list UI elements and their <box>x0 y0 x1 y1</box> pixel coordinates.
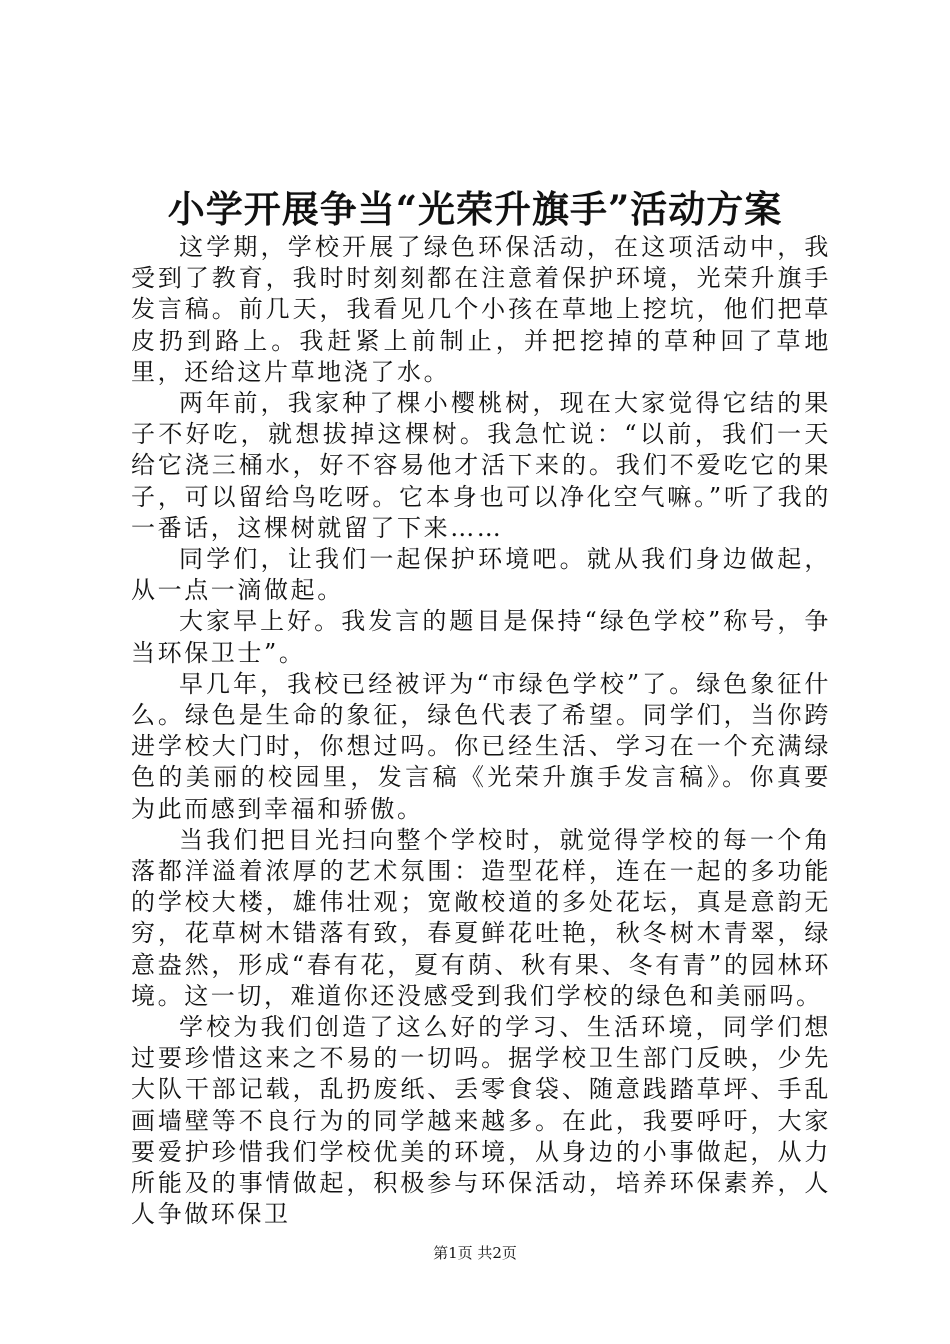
paragraph: 当我们把目光扫向整个学校时，就觉得学校的每一个角落都洋溢着浓厚的艺术氛围：造型花样，连在一起的多功能的学校大楼，雄伟壮观；宽敞校道的多处花坛，真是意韵无穷，花草树木错落有致，春夏鲜花吐艳，秋冬树木青翠，绿意盎然，形成“春有花，夏有荫、秋有果、冬有青”的园林环境。这一切，难道你还没感受到我们学校的绿色和美丽吗。 <box>131 825 831 1010</box>
page-number-footer: 第1页 共2页 <box>433 1244 517 1262</box>
paragraph: 大家早上好。我发言的题目是保持“绿色学校”称号，争当环保卫士”。 <box>131 607 831 667</box>
paragraph: 两年前，我家种了棵小樱桃树，现在大家觉得它结的果子不好吃，就想拔掉这棵树。我急忙说：“以前，我们一天给它浇三桶水，好不容易他才活下来的。我们不爱吃它的果子，可以留给鸟吃呀。它本身也可以净化空气嘛。”听了我的一番话，这棵树就留了下来…… <box>131 389 831 542</box>
document-title: 小学开展争当“光荣升旗手”活动方案 <box>167 187 783 231</box>
paragraph: 早几年，我校已经被评为“市绿色学校”了。绿色象征什么。绿色是生命的象征，绿色代表了希望。同学们，当你跨进学校大门时，你想过吗。你已经生活、学习在一个充满绿色的美丽的校园里，发言稿《光荣升旗手发言稿》。你真要为此而感到幸福和骄傲。 <box>131 669 831 823</box>
paragraph: 这学期，学校开展了绿色环保活动，在这项活动中，我受到了教育，我时时刻刻都在注意着保护环境，光荣升旗手发言稿。前几天，我看见几个小孩在草地上挖坑，他们把草皮扔到路上。我赶紧上前制止，并把挖掉的草种回了草地里，还给这片草地浇了水。 <box>131 233 831 386</box>
paragraph: 同学们，让我们一起保护环境吧。就从我们身边做起，从一点一滴做起。 <box>131 545 831 605</box>
paragraph: 学校为我们创造了这么好的学习、生活环境，同学们想过要珍惜这来之不易的一切吗。据学校卫生部门反映，少先大队干部记载，乱扔废纸、丢零食袋、随意践踏草坪、手乱画墙壁等不良行为的同学越来越多。在此，我要呼吁，大家要爱护珍惜我们学校优美的环境，从身边的小事做起，从力所能及的事情做起，积极参与环保活动，培养环保素养，人人争做环保卫 <box>131 1013 831 1229</box>
document-body <box>131 232 831 1231</box>
